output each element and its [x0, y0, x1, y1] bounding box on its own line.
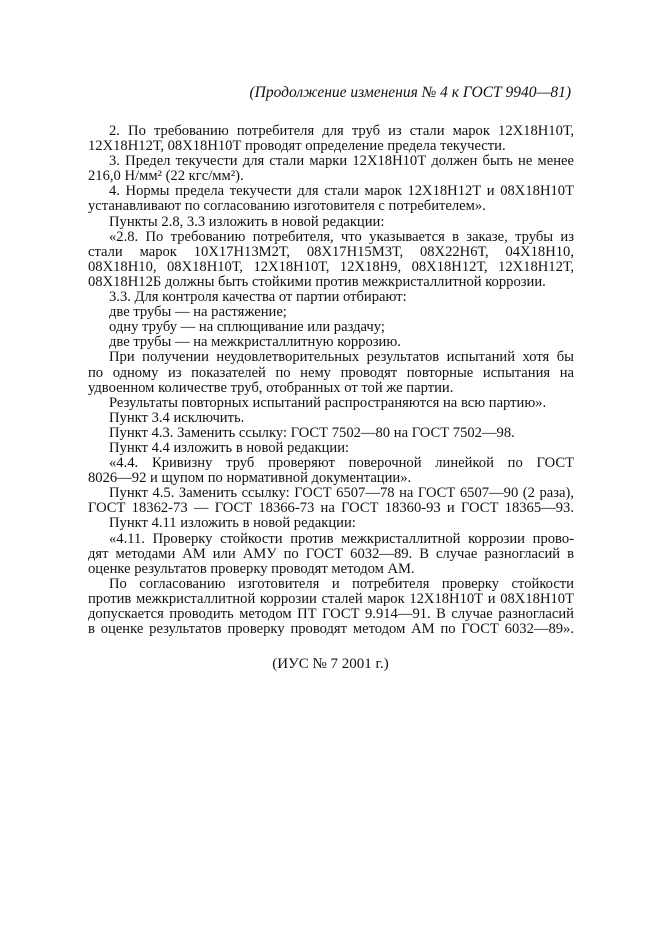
text-line: При получении неудовлетворительных результатов испытаний хотя бы — [109, 350, 574, 366]
text-line: 08Х18Н10, 08Х18Н10Т, 12Х18Н10Т, 12Х18Н9, 08Х18Н12Т, 12Х18Н12Т, — [88, 259, 574, 275]
text-line: против межкристаллитной коррозии сталей марок 12Х18Н10Т и 08Х18Н10Т — [88, 591, 574, 607]
document-body — [88, 124, 574, 637]
text-line: устанавливают по согласованию изготовителя с потребителем». — [88, 199, 486, 215]
text-line: по одному из показателей по нему проводят повторные испытания на — [88, 365, 574, 381]
text-line: Пункт 4.3. Заменить ссылку: ГОСТ 7502—80 на ГОСТ 7502—98. — [109, 425, 515, 441]
text-line: удвоенном количестве труб, отобранных от той же партии. — [88, 380, 454, 396]
text-line: «4.11. Проверку стойкости против межкристаллитной коррозии прово- — [109, 531, 574, 547]
text-line: дят методами АМ или АМУ по ГОСТ 6032—89. В случае разногласий в — [88, 546, 574, 562]
text-line: «2.8. По требованию потребителя, что указывается в заказе, трубы из — [109, 229, 574, 245]
text-line: Пункт 4.5. Заменить ссылку: ГОСТ 6507—78 на ГОСТ 6507—90 (2 раза), — [109, 486, 574, 502]
text-line: 216,0 Н/мм² (22 кгс/мм²). — [88, 169, 244, 185]
text-line: оценке результатов проверку проводят методом АМ. — [88, 561, 415, 577]
text-line: Пункты 2.8, 3.3 изложить в новой редакции: — [109, 214, 385, 230]
text-line: две трубы — на межкристаллитную коррозию. — [109, 335, 401, 351]
text-line: Результаты повторных испытаний распространяются на всю партию». — [109, 395, 547, 411]
text-line: 4. Нормы предела текучести для стали марок 12Х18Н12Т и 08Х18Н10Т — [109, 184, 574, 200]
text-line: Пункт 4.4 изложить в новой редакции: — [109, 440, 350, 456]
text-line: Пункт 4.11 изложить в новой редакции: — [109, 516, 356, 532]
text-line: в оценке результатов проверку проводят методом АМ по ГОСТ 6032—89». — [88, 622, 574, 638]
source-reference: (ИУС № 7 2001 г.) — [272, 656, 389, 672]
text-line: 3.3. Для контроля качества от партии отбирают: — [109, 290, 407, 306]
text-line: 08Х18Н12Б должны быть стойкими против межкристаллитной коррозии. — [88, 274, 546, 290]
text-line: одну трубу — на сплющивание или раздачу; — [109, 320, 385, 336]
text-line: «4.4. Кривизну труб проверяют поверочной линейкой по ГОСТ — [109, 456, 574, 472]
text-line: 12Х18Н12Т, 08Х18Н10Т проводят определение предела текучести. — [88, 139, 506, 155]
text-line: 8026—92 и щупом по нормативной документации». — [88, 471, 412, 487]
text-line: стали марок 10Х17Н13М2Т, 08Х17Н15М3Т, 08Х22Н6Т, 04Х18Н10, — [88, 244, 574, 260]
text-line: допускается проводить методом ПТ ГОСТ 9.914—91. В случае разногласий — [88, 607, 574, 622]
text-line: Пункт 3.4 исключить. — [109, 410, 245, 426]
text-line: 3. Предел текучести для стали марки 12Х18Н10Т должен быть не менее — [109, 154, 574, 170]
text-line: 2. По требованию потребителя для труб из стали марок 12Х18Н10Т, — [109, 124, 574, 139]
text-line: две трубы — на растяжение; — [109, 305, 287, 321]
text-line: По согласованию изготовителя и потребителя проверку стойкости — [109, 576, 574, 592]
page-header: (Продолжение изменения № 4 к ГОСТ 9940—81) — [249, 84, 571, 101]
text-line: ГОСТ 18362-73 — ГОСТ 18366-73 на ГОСТ 18360-93 и ГОСТ 18365—93. — [88, 501, 574, 517]
